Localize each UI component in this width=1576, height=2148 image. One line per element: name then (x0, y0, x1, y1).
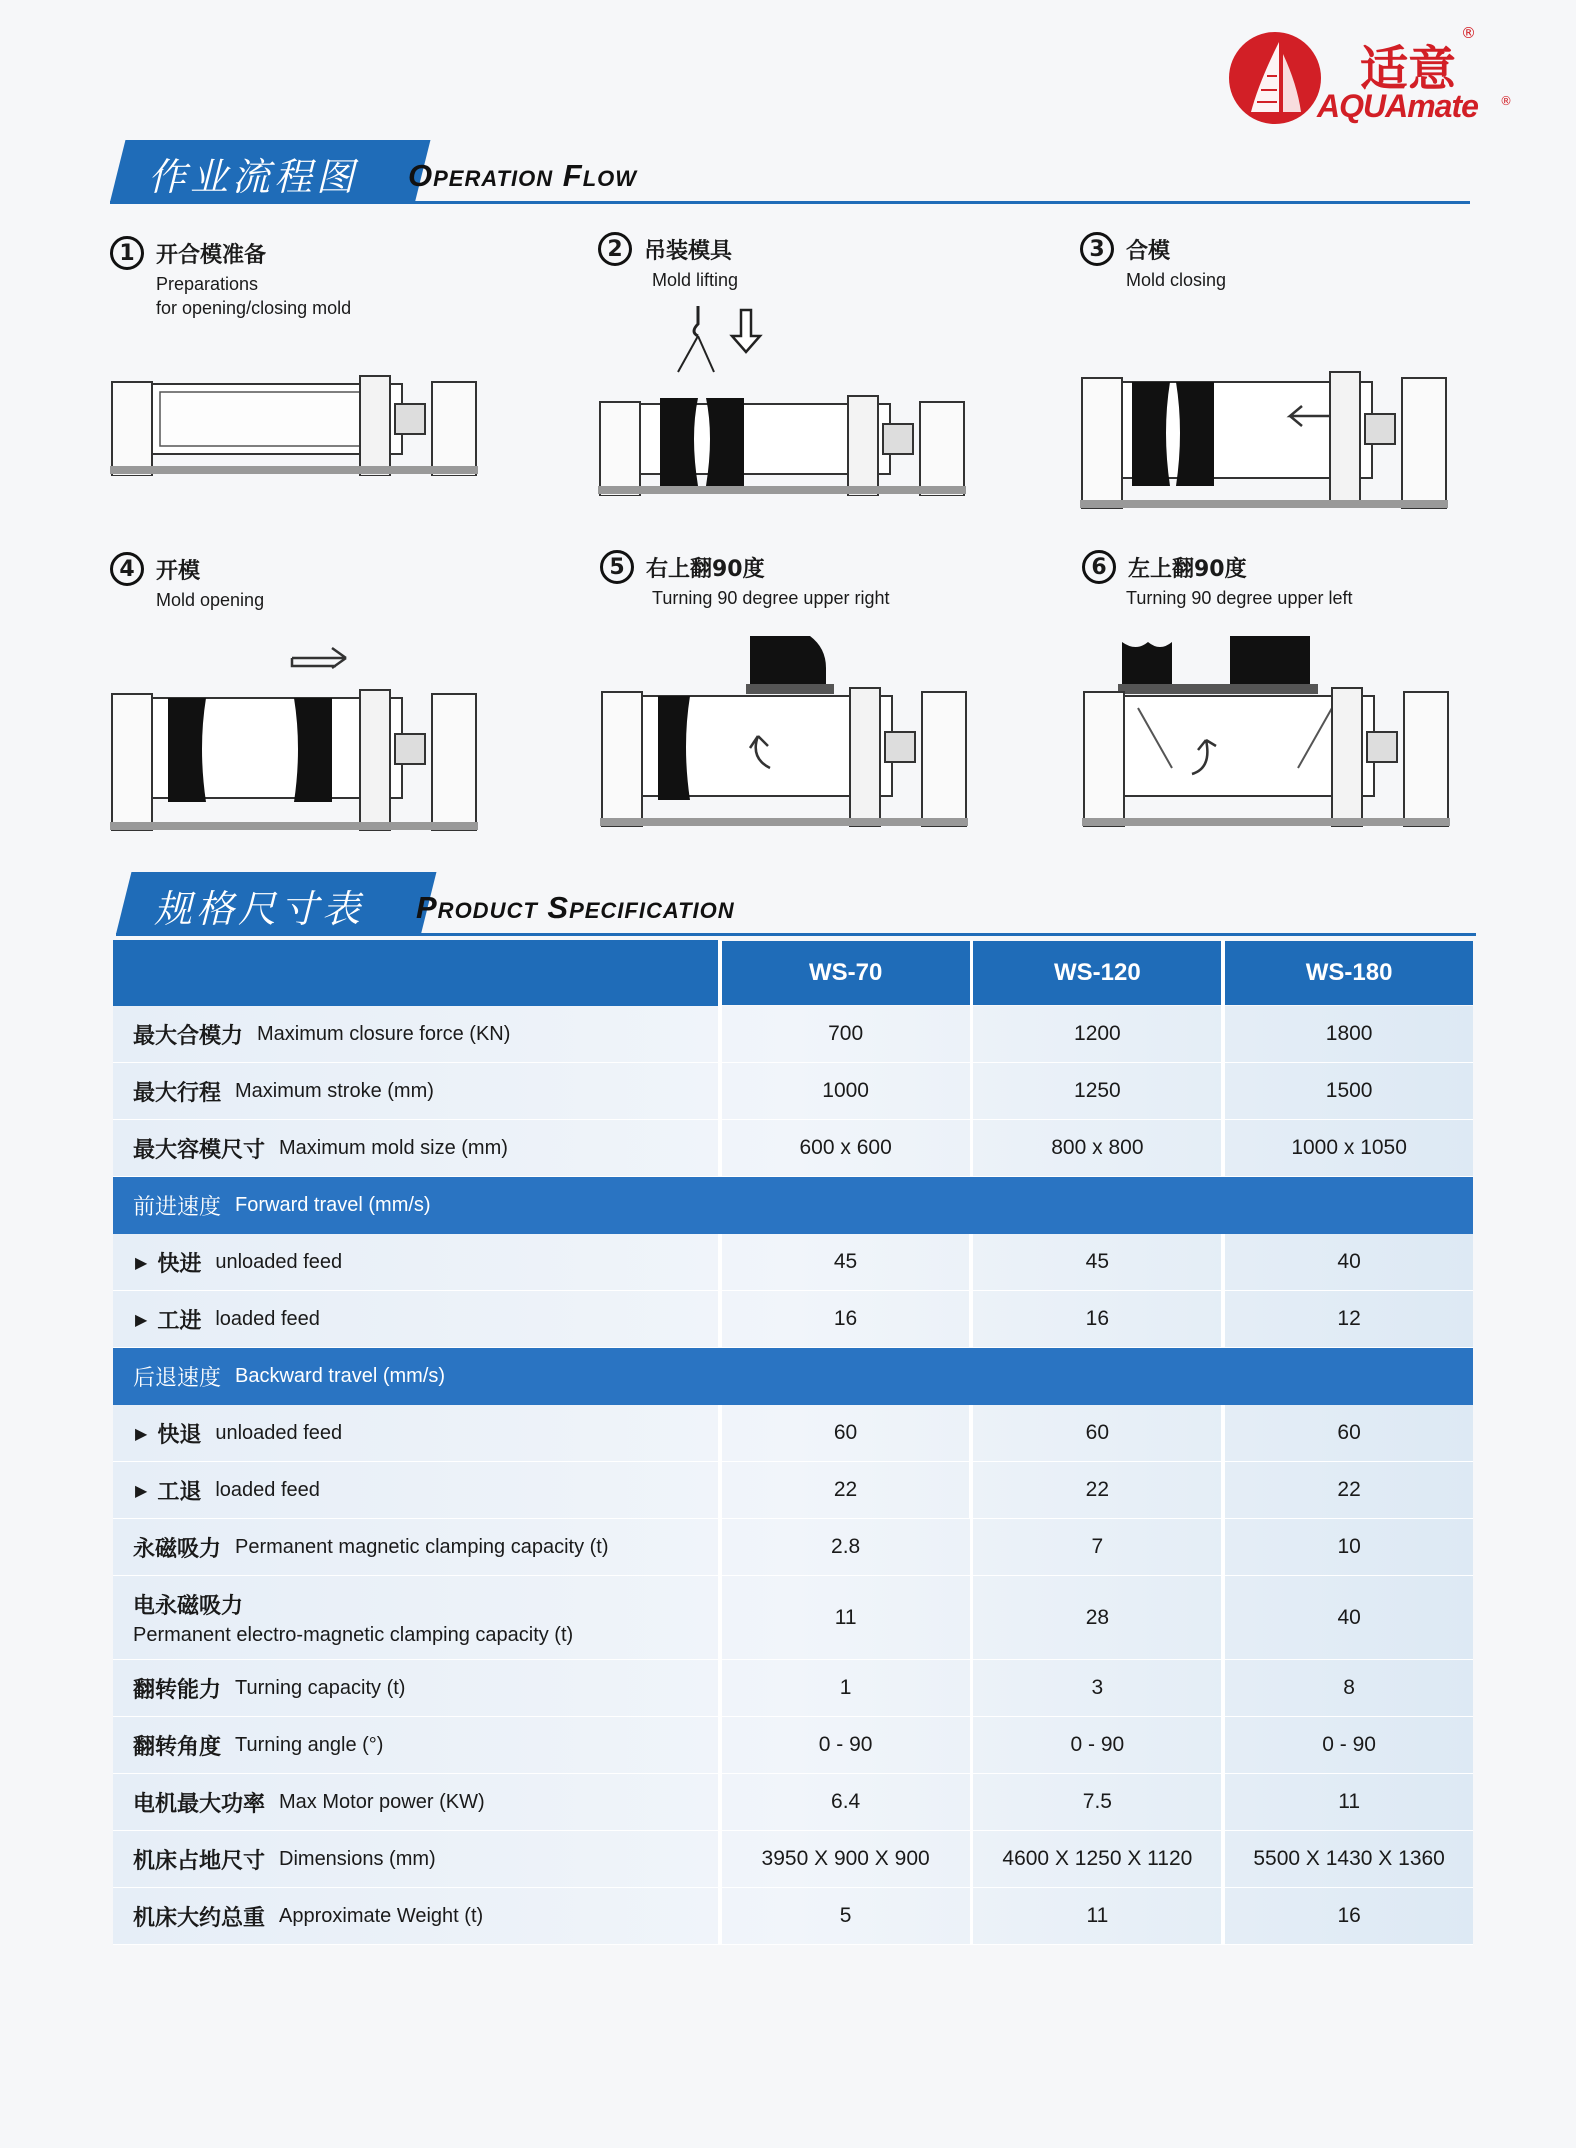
table-cell: 12 (1337, 1307, 1361, 1330)
table-cell: 7 (1091, 1535, 1104, 1558)
header-blank-cell (113, 940, 718, 1006)
table-cell: 40 (1337, 1605, 1361, 1629)
brand-name-en: AQUAmate (1317, 88, 1478, 124)
table-cell: 11 (834, 1605, 857, 1629)
table-cell: 0 - 90 (818, 1733, 873, 1756)
table-cell: 1000 x 1050 (1291, 1136, 1407, 1159)
table-cell: 1000 (822, 1079, 869, 1102)
row-label-en: Turning angle (°) (235, 1733, 384, 1756)
table-row (113, 1717, 1473, 1774)
table-group-row (113, 1177, 1473, 1234)
row-label-en: Maximum mold size (mm) (279, 1136, 508, 1159)
table-cell: 16 (1085, 1307, 1109, 1330)
brand-name-cn: 适意 (1360, 41, 1457, 97)
bullet-triangle-icon: ▶ (135, 1252, 148, 1272)
table-row (113, 1831, 1473, 1888)
row-label-en: loaded feed (215, 1307, 320, 1330)
row-label-cn: 最大合模力 (133, 1023, 244, 1049)
section-rule (116, 933, 1476, 936)
row-label-en: Turning capacity (t) (235, 1676, 406, 1699)
table-cell: 16 (833, 1307, 858, 1330)
table-cell: 40 (1337, 1250, 1361, 1273)
table-cell: 3950 X 900 X 900 (761, 1847, 930, 1870)
row-label-cn: 翻转能力 (133, 1677, 222, 1703)
table-row (113, 1576, 1473, 1660)
row-label-en: Permanent magnetic clamping capacity (t) (235, 1535, 609, 1558)
table-cell: 8 (1343, 1676, 1355, 1699)
table-cell: 60 (1085, 1421, 1109, 1444)
table-cell: 700 (828, 1022, 864, 1045)
table-group-row (113, 1348, 1473, 1405)
mold-opening-illustration (110, 638, 480, 838)
flow-step-1 (110, 236, 530, 536)
row-label-en: unloaded feed (215, 1421, 343, 1444)
row-label-cn: 机床大约总重 (133, 1905, 266, 1931)
table-cell: 11 (1338, 1790, 1361, 1813)
step-label-en: Mold opening (156, 590, 265, 610)
table-cell: 2.8 (831, 1535, 861, 1558)
row-label-cn: 工退 (157, 1479, 202, 1505)
table-cell: 7.5 (1082, 1790, 1112, 1813)
turn-upper-left-illustration (1082, 628, 1452, 828)
step-label-en: Mold lifting (652, 270, 739, 290)
row-label-cn: 工进 (157, 1308, 202, 1334)
group-label-en: Forward travel (mm/s) (235, 1194, 431, 1216)
step-label-cn: 开模 (156, 559, 201, 584)
row-label-cn: 电永磁吸力 (133, 1593, 244, 1619)
flow-step-3 (1080, 232, 1500, 532)
table-cell: 0 - 90 (1322, 1733, 1376, 1756)
step-label-en: Turning 90 degree upper left (1126, 588, 1353, 608)
turn-upper-right-illustration (600, 628, 970, 828)
table-row (113, 1660, 1473, 1717)
flow-step-2 (598, 232, 1018, 532)
sail-logo-icon (1229, 32, 1321, 124)
model-header: WS-180 (1225, 941, 1473, 1005)
row-label-en: Permanent electro-magnetic clamping capacity (t) (133, 1623, 574, 1646)
table-cell: 60 (1337, 1421, 1361, 1444)
section-rule (110, 201, 1470, 204)
row-label-en: Dimensions (mm) (279, 1847, 436, 1870)
registered-mark-en: ® (1500, 94, 1512, 108)
row-label-en: Max Motor power (KW) (279, 1790, 485, 1813)
row-label-en: Approximate Weight (t) (279, 1904, 484, 1927)
row-label-en: loaded feed (215, 1478, 320, 1501)
table-row (113, 1120, 1473, 1177)
row-label-cn: 最大容模尺寸 (133, 1137, 266, 1163)
table-cell: 16 (1337, 1904, 1361, 1927)
table-cell: 22 (1085, 1478, 1109, 1501)
model-header: WS-70 (722, 941, 970, 1005)
row-label-en: Maximum closure force (KN) (257, 1022, 511, 1045)
section-title-cn: 作业流程图 (148, 155, 359, 199)
row-label-cn: 永磁吸力 (133, 1536, 222, 1562)
table-cell: 5 (839, 1904, 852, 1927)
flow-step-5 (600, 550, 1020, 850)
table-cell: 1250 (1074, 1079, 1121, 1102)
table-row (113, 1888, 1473, 1945)
step-label-en: Preparations (156, 274, 259, 294)
table-row (113, 1063, 1473, 1120)
bullet-triangle-icon: ▶ (135, 1423, 148, 1443)
machine-open-illustration (110, 326, 480, 476)
mold-lifting-illustration (598, 306, 968, 496)
bullet-triangle-icon: ▶ (135, 1480, 148, 1500)
table-cell: 22 (1337, 1478, 1361, 1501)
table-row (113, 1291, 1473, 1348)
table-cell: 60 (833, 1421, 858, 1444)
flow-step-6 (1082, 550, 1502, 850)
row-label-cn: 快退 (157, 1422, 202, 1448)
step-label-cn: 合模 (1126, 239, 1171, 264)
table-cell: 4600 X 1250 X 1120 (1002, 1847, 1193, 1870)
table-header-row (113, 940, 1473, 1006)
table-cell: 11 (1086, 1904, 1109, 1927)
row-label-cn: 电机最大功率 (133, 1791, 266, 1817)
model-header: WS-120 (973, 941, 1221, 1005)
spec-table (113, 940, 1473, 1945)
table-cell: 0 - 90 (1070, 1733, 1125, 1756)
section-title-cn: 规格尺寸表 (154, 887, 365, 931)
step-number: 2 (598, 232, 632, 266)
table-cell: 10 (1337, 1535, 1361, 1558)
step-label-cn: 右上翻90度 (646, 557, 765, 582)
table-row (113, 1519, 1473, 1576)
step-number: 3 (1080, 232, 1114, 266)
table-cell: 1200 (1074, 1022, 1121, 1045)
step-label-cn: 开合模准备 (156, 243, 267, 268)
table-cell: 22 (833, 1478, 858, 1501)
table-cell: 800 x 800 (1051, 1136, 1144, 1159)
table-cell: 3 (1091, 1676, 1104, 1699)
table-cell: 45 (833, 1250, 858, 1273)
step-label-en: Turning 90 degree upper right (652, 588, 890, 608)
group-label-cn: 前进速度 (133, 1195, 222, 1220)
row-label-en: unloaded feed (215, 1250, 343, 1273)
step-number: 5 (600, 550, 634, 584)
row-label-cn: 机床占地尺寸 (133, 1848, 266, 1874)
table-cell: 1800 (1325, 1022, 1373, 1045)
table-cell: 28 (1085, 1605, 1110, 1629)
table-cell: 1 (839, 1676, 852, 1699)
step-number: 1 (110, 236, 144, 270)
table-cell: 1500 (1325, 1079, 1373, 1102)
product-spec-header (116, 872, 1476, 938)
step-label-cn: 左上翻90度 (1128, 557, 1247, 582)
mold-closing-illustration (1080, 362, 1450, 512)
table-row (113, 1234, 1473, 1291)
row-label-en: Maximum stroke (mm) (235, 1079, 434, 1102)
step-number: 4 (110, 552, 144, 586)
group-label-cn: 后退速度 (133, 1366, 222, 1391)
row-label-cn: 快进 (157, 1251, 202, 1277)
row-label-cn: 最大行程 (133, 1080, 222, 1106)
bullet-triangle-icon: ▶ (135, 1309, 148, 1329)
table-row (113, 1006, 1473, 1063)
table-cell: 5500 X 1430 X 1360 (1253, 1847, 1445, 1870)
table-row (113, 1462, 1473, 1519)
section-title-en: Product Specification (416, 890, 735, 925)
flow-step-4 (110, 552, 530, 852)
step-label-en: Mold closing (1126, 270, 1227, 290)
group-label-en: Backward travel (mm/s) (235, 1365, 446, 1387)
section-title-en: Operation Flow (408, 158, 638, 193)
brand-logo (1225, 18, 1512, 128)
step-label-en-line2: for opening/closing mold (156, 298, 352, 318)
table-row (113, 1774, 1473, 1831)
row-label-cn: 翻转角度 (133, 1734, 222, 1760)
registered-mark: ® (1461, 24, 1476, 42)
table-cell: 600 x 600 (799, 1136, 892, 1159)
table-row (113, 1405, 1473, 1462)
operation-flow-header (110, 140, 1470, 206)
step-number: 6 (1082, 550, 1116, 584)
step-label-cn: 吊装模具 (644, 239, 733, 264)
table-cell: 6.4 (831, 1790, 861, 1813)
table-cell: 45 (1085, 1250, 1109, 1273)
